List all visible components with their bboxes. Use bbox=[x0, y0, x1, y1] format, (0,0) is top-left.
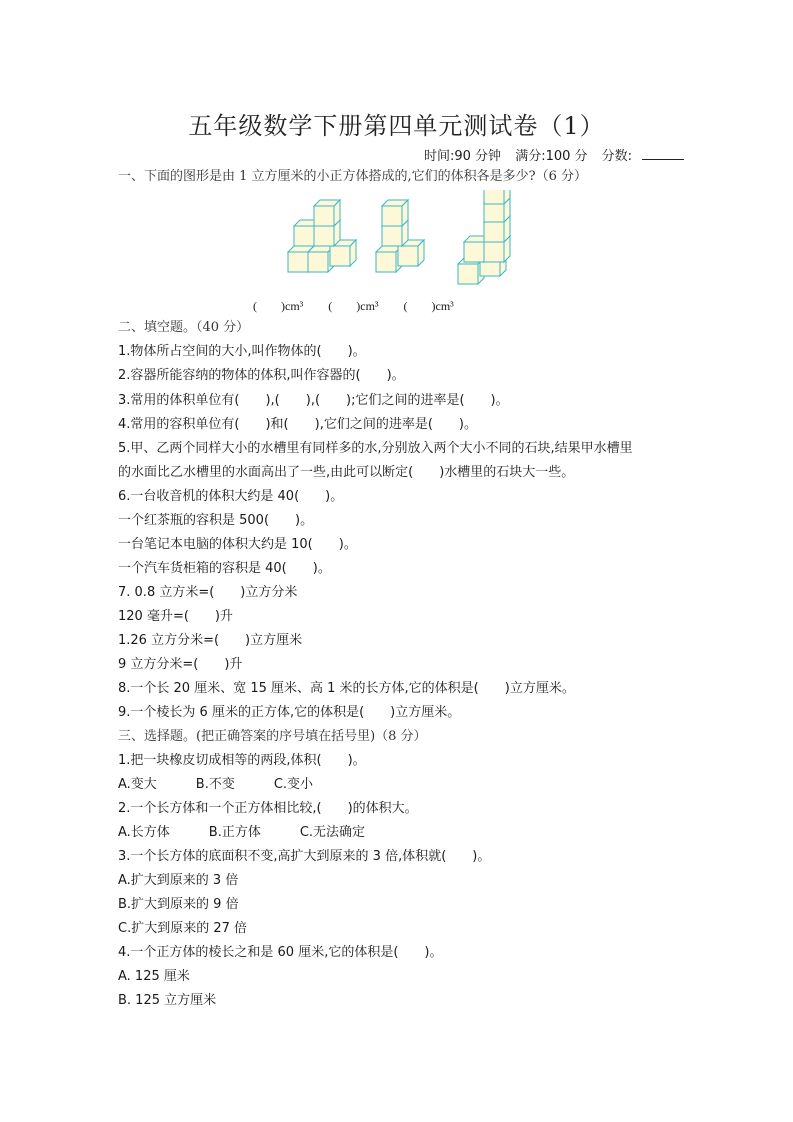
fill-q7-d: 9 立方分米=( )升 bbox=[118, 657, 243, 672]
choice-q3-option-a: A.扩大到原来的 3 倍 bbox=[118, 873, 239, 888]
choice-q3-option-b: B.扩大到原来的 9 倍 bbox=[118, 897, 239, 912]
fill-q8: 8.一个长 20 厘米、宽 15 厘米、高 1 米的长方体,它的体积是( )立方厘米。 bbox=[118, 681, 575, 696]
page-title: 五年级数学下册第四单元测试卷（1） bbox=[188, 112, 605, 140]
fill-q7-c: 1.26 立方分米=( )立方厘米 bbox=[118, 633, 303, 648]
choice-q2-options: A.长方体 B.正方体 C.无法确定 bbox=[118, 825, 366, 840]
choice-q1-options: A.变大 B.不变 C.变小 bbox=[118, 777, 314, 792]
choice-q3-option-c: C.扩大到原来的 27 倍 bbox=[118, 921, 248, 936]
answer-blank-3[interactable]: ( )cm³ bbox=[403, 299, 454, 313]
choice-q4-option-a: A. 125 厘米 bbox=[118, 969, 190, 984]
score-label: 分数: bbox=[601, 149, 633, 164]
section3-heading: 三、选择题。(把正确答案的序号填在括号里)（8 分） bbox=[118, 729, 427, 744]
answer-blank-1[interactable]: ( )cm³ bbox=[253, 299, 304, 313]
choice-q2: 2.一个长方体和一个正方体相比较,( )的体积大。 bbox=[118, 801, 418, 816]
fill-q6-c: 一台笔记本电脑的体积大约是 10( )。 bbox=[118, 537, 357, 552]
fill-q7-b: 120 毫升=( )升 bbox=[118, 609, 233, 624]
time-limit: 时间:90 分钟 bbox=[424, 149, 502, 164]
figure-answer-blanks bbox=[253, 297, 476, 314]
fill-q3: 3.常用的体积单位有( ),( ),( );它们之间的进率是( )。 bbox=[118, 393, 509, 408]
choice-q3: 3.一个长方体的底面积不变,高扩大到原来的 3 倍,体积就( )。 bbox=[118, 849, 491, 864]
section1-heading: 一、下面的图形是由 1 立方厘米的小正方体搭成的,它们的体积各是多少?（6 分） bbox=[118, 169, 588, 184]
figure-2 bbox=[376, 200, 424, 272]
figure-3 bbox=[458, 190, 510, 284]
fill-q6-a: 6.一台收音机的体积大约是 40( )。 bbox=[118, 489, 344, 504]
fill-q2: 2.容器所能容纳的物体的体积,叫作容器的( )。 bbox=[118, 368, 405, 383]
exam-meta bbox=[424, 145, 694, 164]
score-blank[interactable] bbox=[642, 147, 684, 160]
fill-q5-line1: 5.甲、乙两个同样大小的水槽里有同样多的水,分别放入两个大小不同的石块,结果甲水槽里 bbox=[118, 441, 633, 456]
fill-q9: 9.一个棱长为 6 厘米的正方体,它的体积是( )立方厘米。 bbox=[118, 705, 461, 720]
cube-figures bbox=[280, 190, 520, 285]
fill-q7-a: 7. 0.8 立方米=( )立方分米 bbox=[118, 585, 298, 600]
section2-heading: 二、填空题。（40 分） bbox=[118, 320, 250, 335]
fill-q6-d: 一个汽车货柜箱的容积是 40( )。 bbox=[118, 561, 331, 576]
fill-q6-b: 一个红茶瓶的容积是 500( )。 bbox=[118, 513, 314, 528]
fill-q4: 4.常用的容积单位有( )和( ),它们之间的进率是( )。 bbox=[118, 417, 477, 432]
choice-q4-option-b: B. 125 立方厘米 bbox=[118, 993, 217, 1008]
fill-q1: 1.物体所占空间的大小,叫作物体的( )。 bbox=[118, 344, 366, 359]
fill-q5-line2: 的水面比乙水槽里的水面高出了一些,由此可以断定( )水槽里的石块大一些。 bbox=[118, 465, 575, 480]
answer-blank-2[interactable]: ( )cm³ bbox=[328, 299, 379, 313]
full-score: 满分:100 分 bbox=[515, 149, 588, 164]
figure-1 bbox=[288, 200, 356, 272]
choice-q4: 4.一个正方体的棱长之和是 60 厘米,它的体积是( )。 bbox=[118, 945, 443, 960]
choice-q1: 1.把一块橡皮切成相等的两段,体积( )。 bbox=[118, 753, 366, 768]
